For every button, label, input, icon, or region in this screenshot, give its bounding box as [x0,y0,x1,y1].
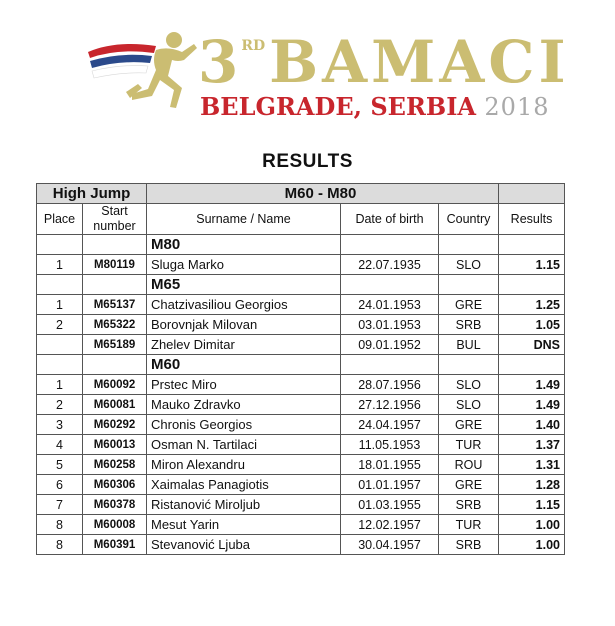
cell-dob: 01.01.1957 [341,475,439,495]
page-title: RESULTS [262,151,353,172]
group-blank [83,275,147,295]
group-name: M65 [147,275,341,295]
group-blank [439,235,499,255]
event-city: BELGRADE, SERBIA [200,92,477,121]
category-label: M60 - M80 [147,184,499,204]
col-result: Results [499,204,565,235]
cell-result: 1.15 [499,495,565,515]
cell-dob: 27.12.1956 [341,395,439,415]
group-blank [341,355,439,375]
cell-country: TUR [439,435,499,455]
table-row [37,495,565,515]
table-row [37,415,565,435]
cell-name: Zhelev Dimitar [147,335,341,355]
cell-start-number: M60378 [83,495,147,515]
cell-start-number: M60391 [83,535,147,555]
cell-result: 1.00 [499,535,565,555]
group-blank [83,235,147,255]
edition-suffix: RD [241,38,266,54]
cell-place: 1 [37,295,83,315]
col-name: Surname / Name [147,204,341,235]
group-blank [341,235,439,255]
cell-start-number: M60008 [83,515,147,535]
table-row [37,455,565,475]
cell-name: Sluga Marko [147,255,341,275]
cell-country: SLO [439,375,499,395]
cell-country: SRB [439,495,499,515]
cell-country: SRB [439,315,499,335]
cell-name: Stevanović Ljuba [147,535,341,555]
event-logo [86,22,570,122]
group-name: M80 [147,235,341,255]
col-start-number-label: Start number [93,204,136,233]
cell-result: 1.15 [499,255,565,275]
cell-result: 1.00 [499,515,565,535]
group-blank [341,275,439,295]
cell-name: Chatzivasiliou Georgios [147,295,341,315]
cell-place: 2 [37,315,83,335]
group-row [37,235,565,255]
cell-dob: 28.07.1956 [341,375,439,395]
group-blank [439,275,499,295]
cell-result: 1.31 [499,455,565,475]
cell-place: 2 [37,395,83,415]
column-header-row [37,204,565,235]
group-row [37,355,565,375]
group-blank [37,235,83,255]
cell-result: 1.37 [499,435,565,455]
cell-dob: 09.01.1952 [341,335,439,355]
cell-result: 1.49 [499,375,565,395]
cell-dob: 22.07.1935 [341,255,439,275]
cell-dob: 24.01.1953 [341,295,439,315]
col-start-number [83,204,147,235]
group-blank [499,235,565,255]
cell-place: 4 [37,435,83,455]
group-blank [499,355,565,375]
table-row [37,395,565,415]
cell-dob: 01.03.1955 [341,495,439,515]
event-label: High Jump [37,184,147,204]
table-row [37,375,565,395]
cell-name: Borovnjak Milovan [147,315,341,335]
cell-name: Xaimalas Panagiotis [147,475,341,495]
table-row [37,255,565,275]
cell-start-number: M60013 [83,435,147,455]
group-blank [83,355,147,375]
cell-result: 1.40 [499,415,565,435]
cell-start-number: M60092 [83,375,147,395]
cell-result: 1.25 [499,295,565,315]
cell-result: DNS [499,335,565,355]
cell-dob: 30.04.1957 [341,535,439,555]
group-blank [499,275,565,295]
cell-name: Chronis Georgios [147,415,341,435]
cell-country: ROU [439,455,499,475]
cell-start-number: M60292 [83,415,147,435]
cell-name: Ristanović Miroljub [147,495,341,515]
cell-country: SLO [439,255,499,275]
cell-dob: 18.01.1955 [341,455,439,475]
cell-start-number: M80119 [83,255,147,275]
cell-start-number: M65322 [83,315,147,335]
cell-place: 7 [37,495,83,515]
cell-place: 1 [37,375,83,395]
edition-number: 3 [198,28,240,96]
cell-name: Prstec Miro [147,375,341,395]
cell-place: 3 [37,415,83,435]
cell-name: Mesut Yarin [147,515,341,535]
table-row [37,295,565,315]
cell-place: 5 [37,455,83,475]
group-blank [439,355,499,375]
cell-country: GRE [439,295,499,315]
col-country: Country [439,204,499,235]
cell-result: 1.05 [499,315,565,335]
event-header-blank [499,184,565,204]
col-place: Place [37,204,83,235]
col-dob: Date of birth [341,204,439,235]
cell-country: SLO [439,395,499,415]
cell-country: TUR [439,515,499,535]
cell-place: 6 [37,475,83,495]
cell-dob: 12.02.1957 [341,515,439,535]
cell-name: Mauko Zdravko [147,395,341,415]
event-name: BAMACI [269,28,570,96]
cell-name: Miron Alexandru [147,455,341,475]
table-row [37,435,565,455]
cell-name: Osman N. Tartilaci [147,435,341,455]
cell-country: GRE [439,415,499,435]
cell-start-number: M65137 [83,295,147,315]
cell-place: 1 [37,255,83,275]
cell-country: SRB [439,535,499,555]
event-header-row [37,184,565,204]
cell-place [37,335,83,355]
cell-country: GRE [439,475,499,495]
results-table [36,183,565,555]
event-brand [198,28,570,96]
cell-start-number: M60081 [83,395,147,415]
table-row [37,335,565,355]
cell-result: 1.49 [499,395,565,415]
group-blank [37,355,83,375]
cell-dob: 03.01.1953 [341,315,439,335]
cell-place: 8 [37,535,83,555]
table-row [37,315,565,335]
cell-dob: 24.04.1957 [341,415,439,435]
cell-dob: 11.05.1953 [341,435,439,455]
group-name: M60 [147,355,341,375]
cell-place: 8 [37,515,83,535]
cell-country: BUL [439,335,499,355]
cell-result: 1.28 [499,475,565,495]
cell-start-number: M60306 [83,475,147,495]
group-blank [37,275,83,295]
group-row [37,275,565,295]
table-row [37,475,565,495]
event-year: 2018 [484,93,550,121]
event-location [200,92,549,121]
running-athlete-icon [86,22,198,122]
table-row [37,515,565,535]
cell-start-number: M65189 [83,335,147,355]
table-row [37,535,565,555]
cell-start-number: M60258 [83,455,147,475]
